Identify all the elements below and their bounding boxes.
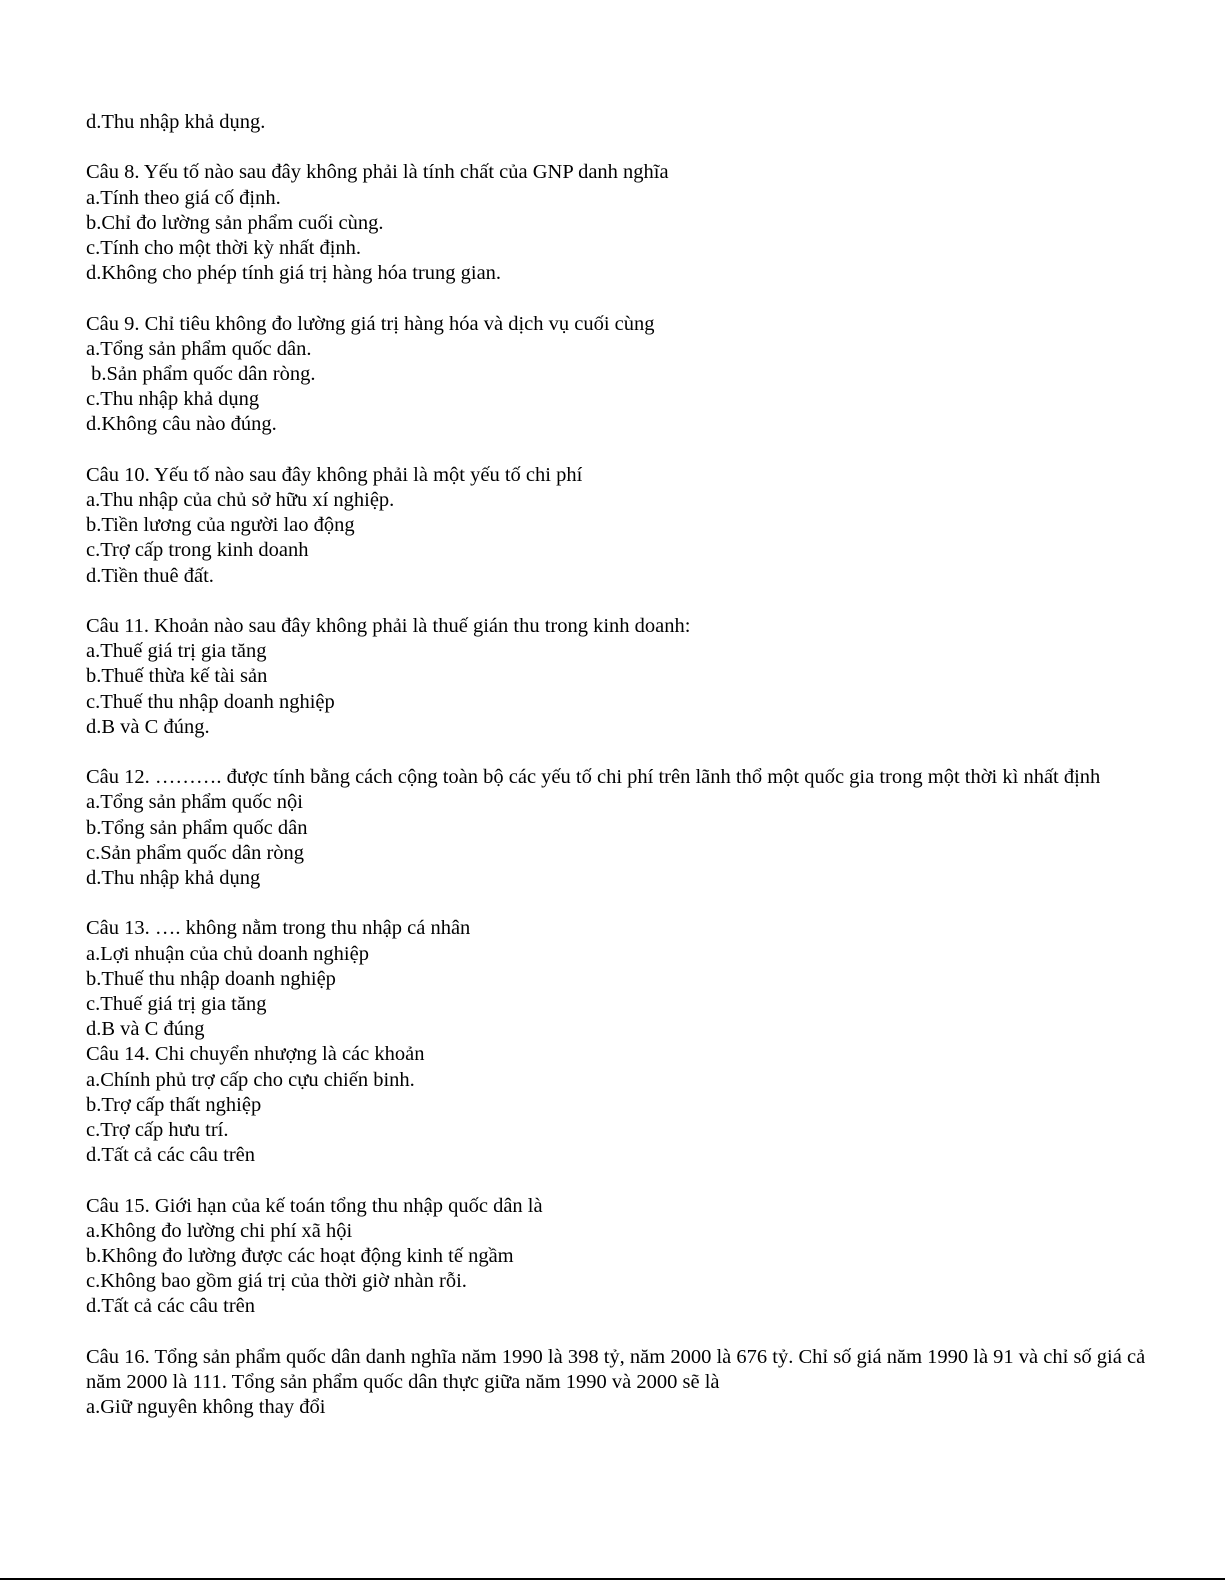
question-stem: Câu 15. Giới hạn của kế toán tổng thu nhập quốc dân là: [86, 1194, 543, 1217]
question-stem: Câu 8. Yếu tố nào sau đây không phải là tính chất của GNP danh nghĩa: [86, 161, 669, 184]
question-stem: Câu 14. Chi chuyển nhượng là các khoản: [86, 1043, 425, 1066]
question-13: [86, 916, 1146, 1042]
question-11: [86, 614, 1146, 740]
question-14: [86, 1042, 1146, 1168]
question-stem: Câu 11. Khoản nào sau đây không phải là thuế gián thu trong kinh doanh:: [86, 615, 691, 637]
option-d: d.Không câu nào đúng.: [86, 413, 277, 436]
option-a: a.Giữ nguyên không thay đổi: [86, 1396, 326, 1419]
question-16: [86, 1345, 1146, 1421]
question-9: [86, 312, 1146, 438]
option-c: c.Sản phẩm quốc dân ròng: [86, 841, 305, 864]
option-d: d.B và C đúng.: [86, 715, 210, 738]
question-stem: Câu 9. Chỉ tiêu không đo lường giá trị hàng hóa và dịch vụ cuối cùng: [86, 312, 655, 335]
option-d: d.Thu nhập khả dụng: [86, 867, 261, 890]
option-d: d.B và C đúng: [86, 1018, 205, 1041]
question-stem: Câu 16. Tổng sản phẩm quốc dân danh nghĩa năm 1990 là 398 tỷ, năm 2000 là 676 tỷ. Chỉ số giá năm 1990 là 91 và chỉ số giá cả năm 2000 là 111. Tổng sản phẩm quốc dân thực giữa năm 1990 và 2000 sẽ là: [86, 1345, 1146, 1394]
lead-option: d.Thu nhập khả dụng.: [86, 111, 266, 133]
option-a: a.Không đo lường chi phí xã hội: [86, 1219, 353, 1242]
option-b: b.Sản phẩm quốc dân ròng.: [86, 363, 316, 385]
option-b: b.Thuế thu nhập doanh nghiệp: [86, 967, 336, 990]
page-bottom-edge: [0, 1578, 1225, 1580]
option-c: c.Thuế giá trị gia tăng: [86, 993, 267, 1016]
option-a: a.Thuế giá trị gia tăng: [86, 640, 267, 663]
option-c: c.Trợ cấp trong kinh doanh: [86, 539, 309, 562]
option-b: b.Tiền lương của người lao động: [86, 514, 355, 537]
option-a: a.Lợi nhuận của chủ doanh nghiệp: [86, 942, 369, 965]
option-a: a.Tổng sản phẩm quốc nội: [86, 791, 303, 814]
document-body: [86, 110, 1146, 1420]
option-a: a.Tính theo giá cố định.: [86, 186, 281, 209]
option-d: d.Tất cả các câu trên: [86, 1144, 256, 1167]
option-b: b.Không đo lường được các hoạt động kinh tế ngầm: [86, 1245, 514, 1268]
option-a: a.Chính phủ trợ cấp cho cựu chiến binh.: [86, 1068, 415, 1091]
option-c: c.Không bao gồm giá trị của thời giờ nhàn rỗi.: [86, 1270, 467, 1293]
question-stem: Câu 12. ………. được tính bằng cách cộng toàn bộ các yếu tố chi phí trên lãnh thổ một quốc gia trong một thời kì nhất định: [86, 766, 1101, 789]
question-15: [86, 1194, 1146, 1320]
option-c: c.Trợ cấp hưu trí.: [86, 1119, 229, 1142]
option-d: d.Không cho phép tính giá trị hàng hóa trung gian.: [86, 262, 502, 285]
option-a: a.Tổng sản phẩm quốc dân.: [86, 337, 312, 360]
question-8: [86, 160, 1146, 286]
option-d: d.Tiền thuê đất.: [86, 564, 214, 587]
question-12: [86, 765, 1146, 891]
option-b: b.Trợ cấp thất nghiệp: [86, 1093, 262, 1116]
option-b: b.Thuế thừa kế tài sản: [86, 665, 268, 688]
option-c: c.Thu nhập khả dụng: [86, 388, 260, 411]
question-10: [86, 463, 1146, 589]
option-b: b.Chỉ đo lường sản phẩm cuối cùng.: [86, 211, 384, 234]
question-stem: Câu 13. …. không nằm trong thu nhập cá nhân: [86, 917, 471, 940]
question-stem: Câu 10. Yếu tố nào sau đây không phải là một yếu tố chi phí: [86, 463, 583, 486]
lead-block: [86, 110, 1146, 135]
option-a: a.Thu nhập của chủ sở hữu xí nghiệp.: [86, 489, 395, 511]
option-d: d.Tất cả các câu trên: [86, 1295, 256, 1318]
option-b: b.Tổng sản phẩm quốc dân: [86, 816, 308, 839]
option-c: c.Tính cho một thời kỳ nhất định.: [86, 237, 362, 259]
option-c: c.Thuế thu nhập doanh nghiệp: [86, 690, 335, 713]
